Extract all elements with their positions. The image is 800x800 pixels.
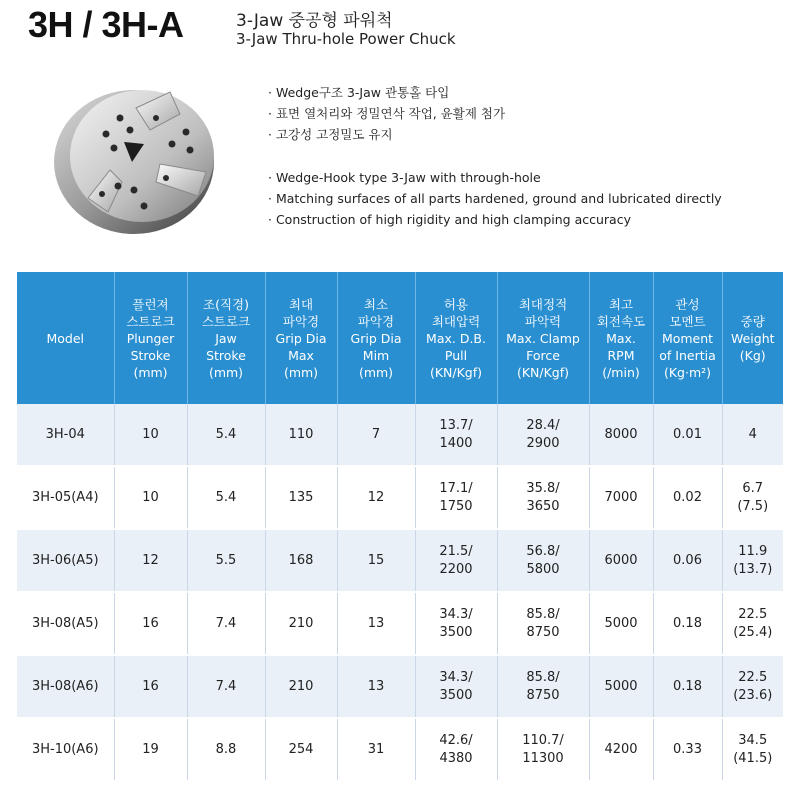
feature-item-en-1: · Wedge-Hook type 3-Jaw with through-hole xyxy=(268,170,541,185)
spec-cell: 5000 xyxy=(589,592,653,655)
column-header-weight xyxy=(722,272,783,404)
spec-cell: 7.4 xyxy=(187,655,265,718)
feature-item-kr-3: · 고강성 고정밀도 유지 xyxy=(268,127,393,142)
spec-cell: 10 xyxy=(114,466,187,529)
spec-cell: 85.8/ 8750 xyxy=(497,655,589,718)
spec-cell: 12 xyxy=(337,466,415,529)
spec-cell: 34.5 (41.5) xyxy=(722,718,783,781)
spec-cell: 35.8/ 3650 xyxy=(497,466,589,529)
column-header-label: 중량 Weight (Kg) xyxy=(730,313,775,363)
model-cell: 3H-08(A6) xyxy=(17,655,114,718)
spec-cell: 15 xyxy=(337,529,415,592)
feature-item-kr-2: · 표면 열처리와 정밀연삭 작업, 윤활제 첨가 xyxy=(268,106,506,121)
power-chuck-image xyxy=(48,78,224,238)
column-header-label: 플런져 스트로크 Plunger Stroke (mm) xyxy=(126,296,175,380)
spec-cell: 0.02 xyxy=(653,466,722,529)
spec-cell: 11.9 (13.7) xyxy=(722,529,783,592)
model-title: 3H / 3H-A xyxy=(28,4,184,45)
spec-cell: 16 xyxy=(114,655,187,718)
spec-cell: 110 xyxy=(265,404,337,466)
spec-cell: 12 xyxy=(114,529,187,592)
column-header-moment-of-inertia xyxy=(653,272,722,404)
spec-table-head xyxy=(17,272,783,404)
spec-cell: 22.5 (23.6) xyxy=(722,655,783,718)
feature-item-en-3: · Construction of high rigidity and high clamping accuracy xyxy=(268,212,631,227)
table-row xyxy=(17,404,783,466)
column-header-grip-dia-max xyxy=(265,272,337,404)
column-header-grip-dia-min xyxy=(337,272,415,404)
column-header-max-rpm xyxy=(589,272,653,404)
column-header-label: 관성 모멘트 Moment of Inertia (Kg·m²) xyxy=(659,296,716,380)
spec-cell: 13 xyxy=(337,655,415,718)
column-header-max-db-pull xyxy=(415,272,497,404)
column-header-label: Model xyxy=(46,330,85,346)
spec-cell: 7000 xyxy=(589,466,653,529)
spec-cell: 34.3/ 3500 xyxy=(415,592,497,655)
spec-cell: 16 xyxy=(114,592,187,655)
spec-cell: 10 xyxy=(114,404,187,466)
column-header-label: 최대 파악경 Grip Dia Max (mm) xyxy=(275,296,327,380)
table-row xyxy=(17,718,783,781)
header-row xyxy=(17,272,783,404)
spec-cell: 6000 xyxy=(589,529,653,592)
spec-cell: 0.18 xyxy=(653,655,722,718)
table-row xyxy=(17,529,783,592)
spec-cell: 110.7/ 11300 xyxy=(497,718,589,781)
feature-item-kr-1: · Wedge구조 3-Jaw 관통홀 타입 xyxy=(268,85,450,100)
spec-cell: 0.01 xyxy=(653,404,722,466)
spec-cell: 0.06 xyxy=(653,529,722,592)
model-cell: 3H-06(A5) xyxy=(17,529,114,592)
spec-cell: 4200 xyxy=(589,718,653,781)
feature-spacer xyxy=(268,145,788,167)
spec-cell: 8000 xyxy=(589,404,653,466)
model-cell: 3H-08(A5) xyxy=(17,592,114,655)
spec-cell: 5000 xyxy=(589,655,653,718)
model-cell: 3H-10(A6) xyxy=(17,718,114,781)
model-cell: 3H-04 xyxy=(17,404,114,466)
spec-cell: 0.33 xyxy=(653,718,722,781)
page-header xyxy=(0,0,800,56)
column-header-model xyxy=(17,272,114,404)
product-title-english: 3-Jaw Thru-hole Power Chuck xyxy=(236,30,456,48)
column-header-jaw-stroke xyxy=(187,272,265,404)
table-row xyxy=(17,466,783,529)
spec-cell: 28.4/ 2900 xyxy=(497,404,589,466)
column-header-label: 허용 최대압력 Max. D.B. Pull (KN/Kgf) xyxy=(426,296,486,380)
spec-cell: 4 xyxy=(722,404,783,466)
column-header-plunger-stroke xyxy=(114,272,187,404)
spec-cell: 210 xyxy=(265,655,337,718)
feature-list xyxy=(268,82,788,230)
spec-cell: 135 xyxy=(265,466,337,529)
spec-cell: 22.5 (25.4) xyxy=(722,592,783,655)
product-title-korean: 3-Jaw 중공형 파워척 xyxy=(236,11,393,31)
spec-cell: 17.1/ 1750 xyxy=(415,466,497,529)
spec-cell: 42.6/ 4380 xyxy=(415,718,497,781)
spec-cell: 31 xyxy=(337,718,415,781)
spec-cell: 5.4 xyxy=(187,466,265,529)
table-row xyxy=(17,655,783,718)
spec-cell: 5.5 xyxy=(187,529,265,592)
spec-cell: 56.8/ 5800 xyxy=(497,529,589,592)
spec-cell: 210 xyxy=(265,592,337,655)
spec-cell: 34.3/ 3500 xyxy=(415,655,497,718)
column-header-label: 최대정적 파악력 Max. Clamp Force (KN/Kgf) xyxy=(506,296,580,380)
feature-item-en-2: · Matching surfaces of all parts hardened, ground and lubricated directly xyxy=(268,191,722,206)
spec-cell: 168 xyxy=(265,529,337,592)
spec-cell: 21.5/ 2200 xyxy=(415,529,497,592)
spec-cell: 6.7 (7.5) xyxy=(722,466,783,529)
spec-cell: 254 xyxy=(265,718,337,781)
spec-cell: 8.8 xyxy=(187,718,265,781)
column-header-max-clamp-force xyxy=(497,272,589,404)
spec-table-body xyxy=(17,404,783,781)
spec-cell: 5.4 xyxy=(187,404,265,466)
column-header-label: 최소 파악경 Grip Dia Mim (mm) xyxy=(350,296,402,380)
spec-cell: 13 xyxy=(337,592,415,655)
table-row xyxy=(17,592,783,655)
spec-table xyxy=(17,272,783,782)
spec-cell: 0.18 xyxy=(653,592,722,655)
spec-cell: 13.7/ 1400 xyxy=(415,404,497,466)
spec-cell: 7 xyxy=(337,404,415,466)
spec-cell: 19 xyxy=(114,718,187,781)
column-header-label: 조(직경) 스트로크 Jaw Stroke (mm) xyxy=(201,296,251,380)
three-jaw-power-chuck-illustration xyxy=(48,78,224,238)
spec-cell: 7.4 xyxy=(187,592,265,655)
spec-cell: 85.8/ 8750 xyxy=(497,592,589,655)
column-header-label: 최고 회전속도 Max. RPM (/min) xyxy=(596,296,646,380)
model-cell: 3H-05(A4) xyxy=(17,466,114,529)
